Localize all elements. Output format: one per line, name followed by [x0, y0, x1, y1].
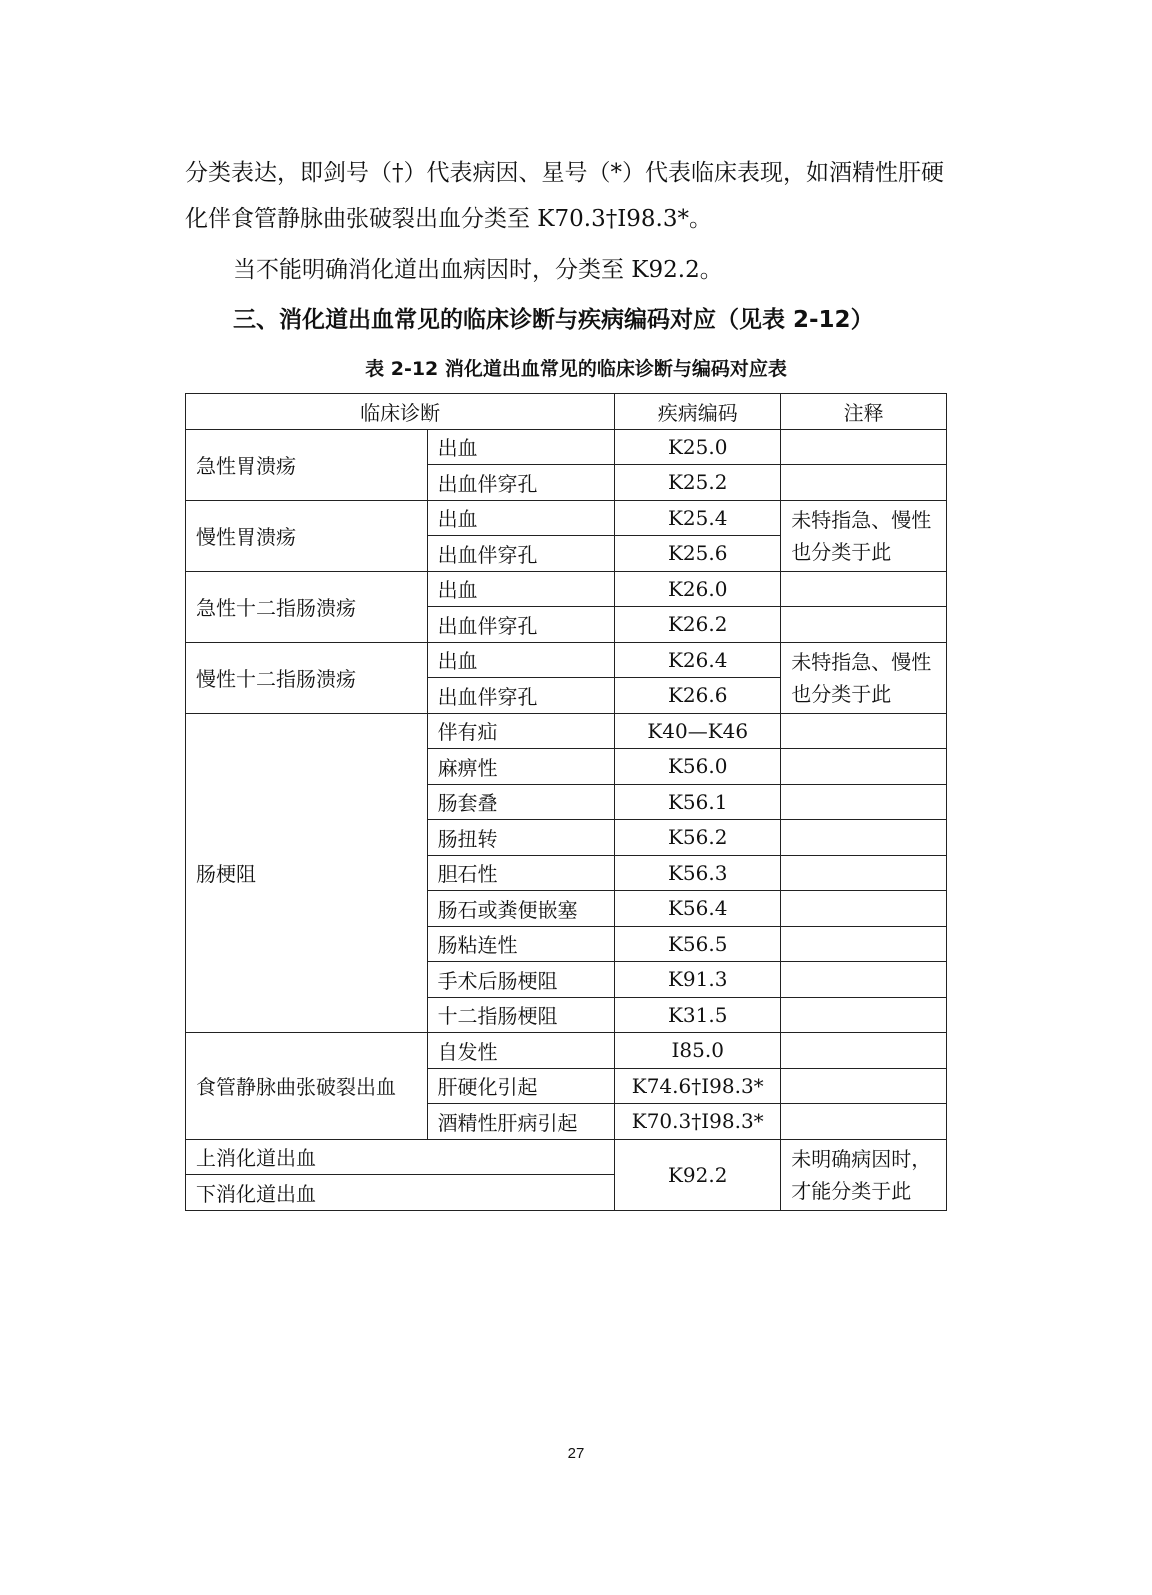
- table-row: [186, 500, 947, 536]
- header-code: 疾病编码: [615, 394, 781, 430]
- note-cell: [781, 855, 947, 891]
- diagnosis-cell: 上消化道出血: [186, 1139, 615, 1175]
- diagnosis-cell: 急性十二指肠溃疡: [186, 571, 428, 642]
- sub-diagnosis-cell: 肠粘连性: [427, 926, 615, 962]
- sub-diagnosis-cell: 自发性: [427, 1033, 615, 1069]
- sub-diagnosis-cell: 出血伴穿孔: [427, 678, 615, 714]
- sub-diagnosis-cell: 肠套叠: [427, 784, 615, 820]
- sub-diagnosis-cell: 麻痹性: [427, 749, 615, 785]
- diagnosis-cell: 慢性胃溃疡: [186, 500, 428, 571]
- table-row: [186, 713, 947, 749]
- sub-diagnosis-cell: 出血伴穿孔: [427, 536, 615, 572]
- table-row: [186, 1033, 947, 1069]
- table-row: [186, 571, 947, 607]
- sub-diagnosis-cell: 肠扭转: [427, 820, 615, 856]
- note-cell: [781, 1068, 947, 1104]
- code-cell: K25.0: [615, 429, 781, 465]
- table-header-row: [186, 394, 947, 430]
- note-cell: [781, 1104, 947, 1140]
- code-cell: I85.0: [615, 1033, 781, 1069]
- code-cell: K25.6: [615, 536, 781, 572]
- code-cell: K56.5: [615, 926, 781, 962]
- sub-diagnosis-cell: 出血伴穿孔: [427, 607, 615, 643]
- sub-diagnosis-cell: 出血: [427, 500, 615, 536]
- note-cell: [781, 926, 947, 962]
- code-cell: K26.6: [615, 678, 781, 714]
- code-cell: K31.5: [615, 997, 781, 1033]
- code-cell: K56.4: [615, 891, 781, 927]
- note-cell: [781, 749, 947, 785]
- diagnosis-code-table: [185, 393, 947, 1211]
- diagnosis-cell: 慢性十二指肠溃疡: [186, 642, 428, 713]
- sub-diagnosis-cell: 出血: [427, 429, 615, 465]
- sub-diagnosis-cell: 酒精性肝病引起: [427, 1104, 615, 1140]
- sub-diagnosis-cell: 出血: [427, 642, 615, 678]
- table-row: [186, 429, 947, 465]
- code-cell: K56.0: [615, 749, 781, 785]
- code-cell: K26.0: [615, 571, 781, 607]
- code-cell: K25.2: [615, 465, 781, 501]
- page-number: 27: [567, 1445, 585, 1462]
- code-cell: K92.2: [615, 1139, 781, 1210]
- sub-diagnosis-cell: 十二指肠梗阻: [427, 997, 615, 1033]
- diagnosis-cell: 下消化道出血: [186, 1175, 615, 1211]
- sub-diagnosis-cell: 肝硬化引起: [427, 1068, 615, 1104]
- code-cell: K56.2: [615, 820, 781, 856]
- table-row: [186, 642, 947, 678]
- note-cell: [781, 465, 947, 501]
- note-cell: 未特指急、慢性也分类于此: [781, 642, 947, 713]
- code-cell: K26.4: [615, 642, 781, 678]
- sub-diagnosis-cell: 肠石或粪便嵌塞: [427, 891, 615, 927]
- code-cell: K26.2: [615, 607, 781, 643]
- note-cell: 未特指急、慢性也分类于此: [781, 500, 947, 571]
- table-caption: 表 2-12 消化道出血常见的临床诊断与编码对应表: [365, 358, 787, 380]
- note-cell: [781, 820, 947, 856]
- diagnosis-cell: 肠梗阻: [186, 713, 428, 1033]
- header-diagnosis: 临床诊断: [186, 394, 615, 430]
- note-cell: [781, 607, 947, 643]
- header-note: 注释: [781, 394, 947, 430]
- note-cell: [781, 997, 947, 1033]
- note-cell: [781, 891, 947, 927]
- code-cell: K70.3†I98.3*: [615, 1104, 781, 1140]
- table-body: [186, 429, 947, 1210]
- note-cell: 未明确病因时，才能分类于此: [781, 1139, 947, 1210]
- note-cell: [781, 784, 947, 820]
- table-row: [186, 1139, 947, 1175]
- code-cell: K25.4: [615, 500, 781, 536]
- section-heading: 三、消化道出血常见的临床诊断与疾病编码对应（见表 2-12）: [233, 307, 874, 333]
- note-cell: [781, 962, 947, 998]
- note-cell: [781, 571, 947, 607]
- code-cell: K40—K46: [615, 713, 781, 749]
- sub-diagnosis-cell: 手术后肠梗阻: [427, 962, 615, 998]
- note-cell: [781, 1033, 947, 1069]
- diagnosis-cell: 急性胃溃疡: [186, 429, 428, 500]
- body-paragraph-1: 分类表达，即剑号（†）代表病因、星号（*）代表临床表现，如酒精性肝硬化伴食管静脉曲张破裂出血分类至 K70.3†I98.3*。: [185, 160, 944, 232]
- diagnosis-cell: 食管静脉曲张破裂出血: [186, 1033, 428, 1140]
- code-cell: K56.1: [615, 784, 781, 820]
- code-cell: K91.3: [615, 962, 781, 998]
- note-cell: [781, 713, 947, 749]
- sub-diagnosis-cell: 伴有疝: [427, 713, 615, 749]
- sub-diagnosis-cell: 出血伴穿孔: [427, 465, 615, 501]
- sub-diagnosis-cell: 出血: [427, 571, 615, 607]
- sub-diagnosis-cell: 胆石性: [427, 855, 615, 891]
- note-cell: [781, 429, 947, 465]
- code-cell: K56.3: [615, 855, 781, 891]
- code-cell: K74.6†I98.3*: [615, 1068, 781, 1104]
- body-paragraph-2: 当不能明确消化道出血病因时，分类至 K92.2。: [233, 257, 723, 283]
